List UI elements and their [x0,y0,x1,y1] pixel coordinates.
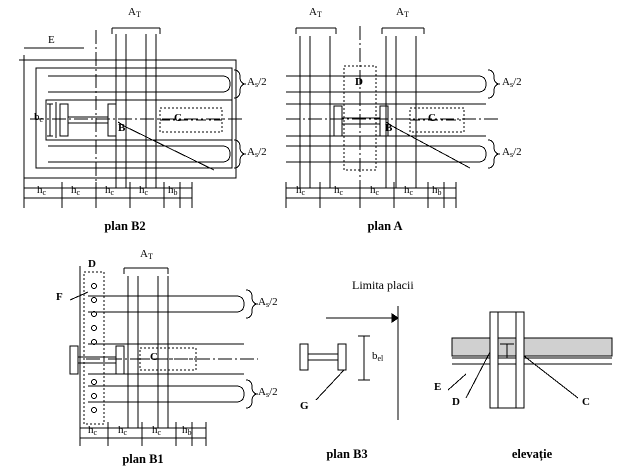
plan-b2-b-label: B [118,122,126,134]
plan-b2-c-label: C [174,112,182,124]
plan-b2-hc-1: $h_c$ [37,184,47,197]
plan-b1-hc-1: $h_c$ [88,424,98,437]
plan-b1-hb: $h_b$ [182,424,192,437]
plan-b2-as2-top: $A_s/2$ [247,76,267,89]
plan-a-group [286,26,500,208]
plan-b1-as2-bottom: $A_s/2$ [258,386,278,399]
plan-a-b-label: B [385,122,393,134]
plan-b2-hc-4: $h_c$ [139,184,149,197]
plan-b1-d-label: D [88,258,96,270]
plan-b1-hc-2: $h_c$ [118,424,128,437]
plan-b1-f-label: F [56,291,63,303]
elevation-d-label: D [452,396,460,408]
plan-b1-hc-3: $h_c$ [152,424,162,437]
plan-b2-hc-2: $h_c$ [71,184,81,197]
plan-b2-at-label: $A_T$ [128,6,141,19]
plan-a-at-label-1: $A_T$ [309,6,322,19]
plan-b2-as2-bottom: $A_s/2$ [247,146,267,159]
plan-b1-group [70,266,258,446]
plan-a-hb: $h_b$ [432,184,442,197]
plan-b2-e-label: E [48,34,55,46]
elevation-caption: elevație [511,447,553,461]
plan-b2-group [19,28,246,208]
plan-b1-as2-top: $A_s/2$ [258,296,278,309]
plan-b2-hb: $h_b$ [168,184,178,197]
plan-a-as2-bottom: $A_s/2$ [502,146,522,159]
plan-a-c-label: C [428,112,436,124]
plan-b1-at-label: $A_T$ [140,248,153,261]
elevation-e-label: E [434,381,442,393]
plan-b2-bc-label: $b_c$ [34,111,44,124]
elevation-c-label: C [582,396,590,408]
plan-a-hc-2: $h_c$ [334,184,344,197]
plan-a-as2-top: $A_s/2$ [502,76,522,89]
plan-b3-caption: plan B3 [326,447,368,461]
plan-b3-group [300,306,398,420]
plan-a-hc-4: $h_c$ [404,184,414,197]
elevation-group [448,312,612,408]
plan-b1-caption: plan B1 [122,452,164,466]
plan-a-d-label: D [355,76,363,88]
plan-b3-g-label: G [300,400,309,412]
plan-a-hc-1: $h_c$ [296,184,306,197]
plan-a-hc-3: $h_c$ [370,184,380,197]
plan-a-at-label-2: $A_T$ [396,6,409,19]
plan-b2-hc-3: $h_c$ [105,184,115,197]
plan-b3-bel-label: $b_{el}$ [372,350,384,363]
plan-b1-c-label: C [150,351,158,363]
plan-a-caption: plan A [367,219,403,233]
plan-b2-caption: plan B2 [104,219,146,233]
plan-b3-limita-label: Limita placii [352,278,414,292]
